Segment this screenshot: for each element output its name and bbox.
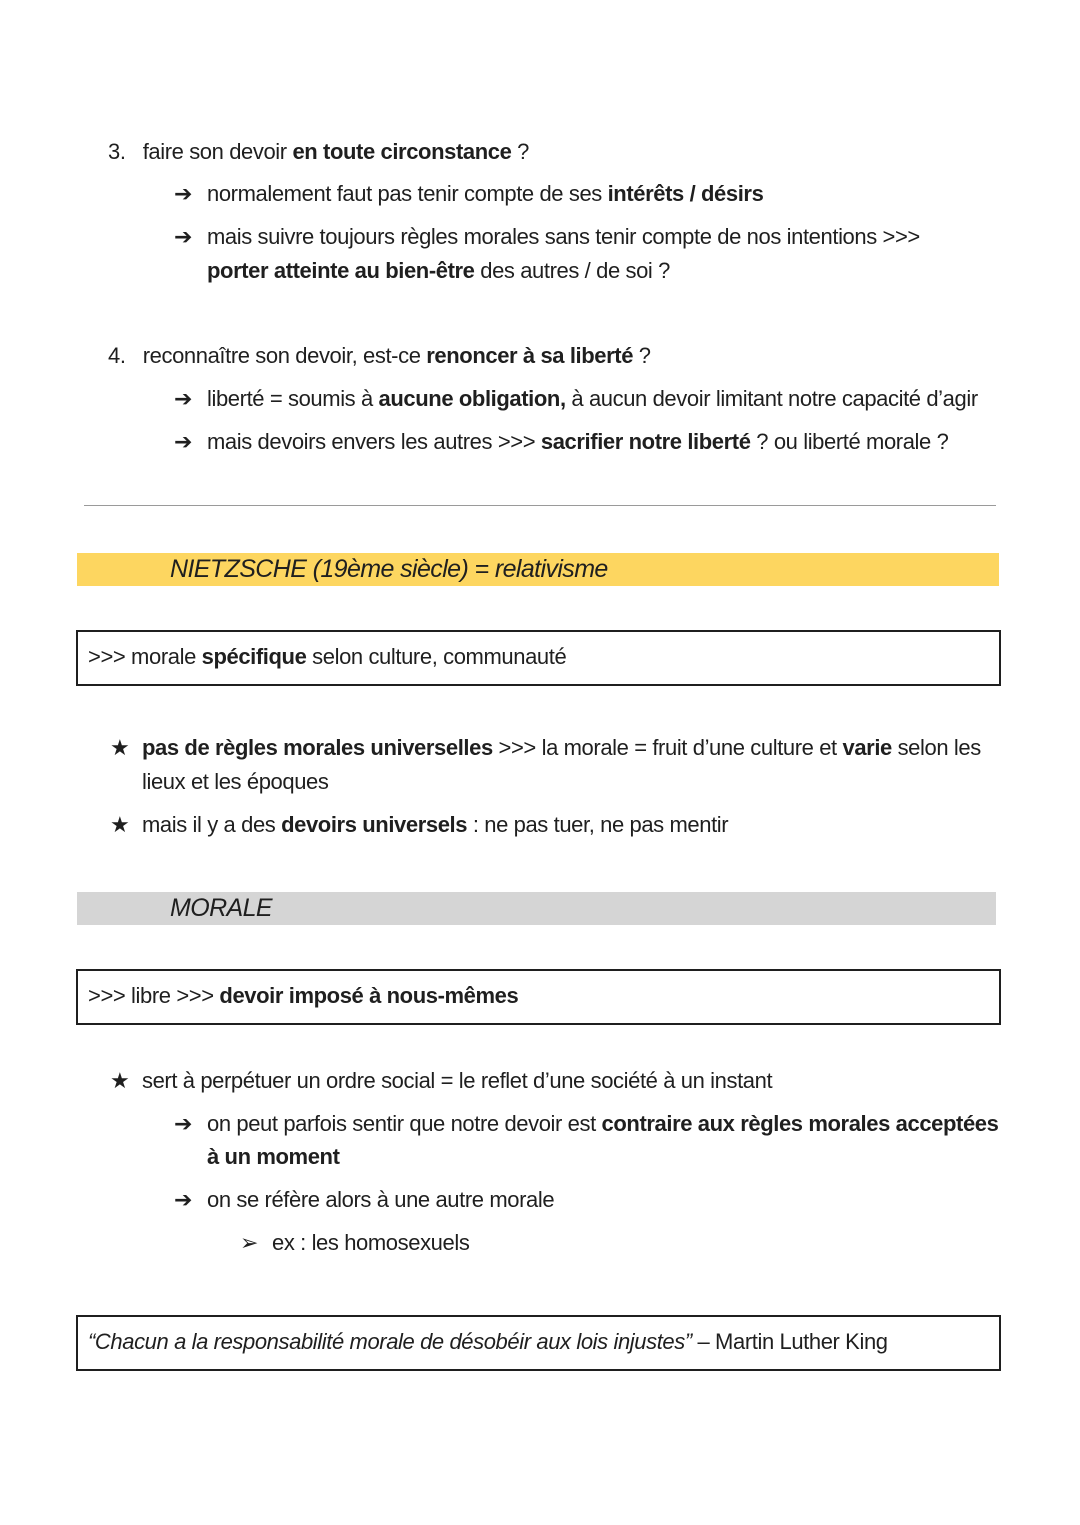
text: selon culture, communauté (306, 644, 567, 669)
nietzsche-heading: NIETZSCHE (19ème siècle) = relativisme (170, 555, 608, 583)
text: mais suivre toujours règles morales sans tenir compte de nos intentions >>> (207, 224, 920, 249)
text: ? ou liberté morale ? (750, 429, 949, 454)
bold-text: devoirs universels (281, 812, 468, 837)
text: liberté = soumis à (207, 386, 379, 411)
bold-text: pas de règles morales universelles (142, 735, 493, 760)
text: des autres / de soi ? (474, 258, 670, 283)
question-end: ? (633, 343, 651, 368)
quote-text: “Chacun a la responsabilité morale de désobéir aux lois injustes” (88, 1329, 692, 1354)
text: >>> morale (88, 644, 202, 669)
morale-heading: MORALE (170, 894, 272, 922)
question-3 (108, 137, 529, 167)
text: normalement faut pas tenir compte de ses (207, 181, 608, 206)
arrow-item-continuation (207, 256, 670, 286)
quote-author: – Martin Luther King (691, 1329, 888, 1354)
question-text: reconnaître son devoir, est-ce (142, 343, 427, 368)
arrow-icon: ➔ (174, 181, 193, 206)
text: >>> la morale = fruit d’une culture et (492, 735, 843, 760)
bold-text: devoir imposé à nous-mêmes (219, 983, 519, 1008)
text: lieux et les époques (142, 769, 329, 794)
bold-text: sacrifier notre liberté (540, 429, 751, 454)
arrow-item-continuation (207, 1142, 340, 1172)
arrow-item (207, 384, 978, 414)
text: selon les (891, 735, 981, 760)
bullet-item (142, 1066, 772, 1096)
star-icon: ★ (110, 812, 130, 837)
star-icon: ★ (110, 1068, 130, 1093)
bold-text: spécifique (201, 644, 307, 669)
question-bold: en toute circonstance (292, 139, 512, 164)
star-icon: ★ (110, 735, 130, 760)
text: mais il y a des (142, 812, 282, 837)
morale-heading-band (77, 892, 996, 925)
question-text: faire son devoir (142, 139, 293, 164)
text: on se réfère alors à une autre morale (207, 1187, 555, 1212)
arrow-item (207, 1185, 554, 1215)
nietzsche-heading-band (77, 553, 999, 586)
arrow-icon: ➔ (174, 1187, 193, 1212)
question-bold: renoncer à sa liberté (426, 343, 634, 368)
bold-text: porter atteinte au bien-être (207, 258, 475, 283)
text: >>> libre >>> (88, 983, 220, 1008)
bold-text: contraire aux règles morales acceptées (601, 1111, 999, 1136)
nietzsche-definition-box (76, 630, 1001, 686)
list-number: 3. (108, 139, 126, 164)
divider (84, 505, 996, 506)
bold-text: aucune obligation, (378, 386, 566, 411)
quote-box (76, 1315, 1001, 1371)
definition-text (88, 642, 566, 672)
definition-text (88, 981, 518, 1011)
text: : ne pas tuer, ne pas mentir (467, 812, 729, 837)
text: ex : les homosexuels (272, 1230, 470, 1255)
text: à aucun devoir limitant notre capacité d’agir (565, 386, 978, 411)
arrow-icon: ➔ (174, 224, 193, 249)
question-4 (108, 341, 651, 371)
text: mais devoirs envers les autres >>> (207, 429, 541, 454)
bullet-item (142, 733, 981, 763)
arrowhead-bullet-icon: ➢ (240, 1230, 259, 1255)
bullet-item-continuation (142, 767, 328, 797)
text: sert à perpétuer un ordre social = le reflet d’une société à un instant (142, 1068, 773, 1093)
morale-definition-box (76, 969, 1001, 1025)
bold-text: varie (842, 735, 892, 760)
arrow-icon: ➔ (174, 1111, 193, 1136)
arrow-item (207, 222, 920, 252)
arrow-item (207, 1109, 998, 1139)
arrow-item (207, 427, 948, 457)
quote-line (88, 1327, 888, 1357)
arrow-icon: ➔ (174, 386, 193, 411)
bullet-item (142, 810, 728, 840)
text: on peut parfois sentir que notre devoir est (207, 1111, 602, 1136)
list-number: 4. (108, 343, 126, 368)
sub-item (272, 1228, 469, 1258)
arrow-icon: ➔ (174, 429, 193, 454)
question-end: ? (511, 139, 529, 164)
arrow-item (207, 179, 763, 209)
bold-text: à un moment (207, 1144, 340, 1169)
bold-text: intérêts / désirs (607, 181, 764, 206)
